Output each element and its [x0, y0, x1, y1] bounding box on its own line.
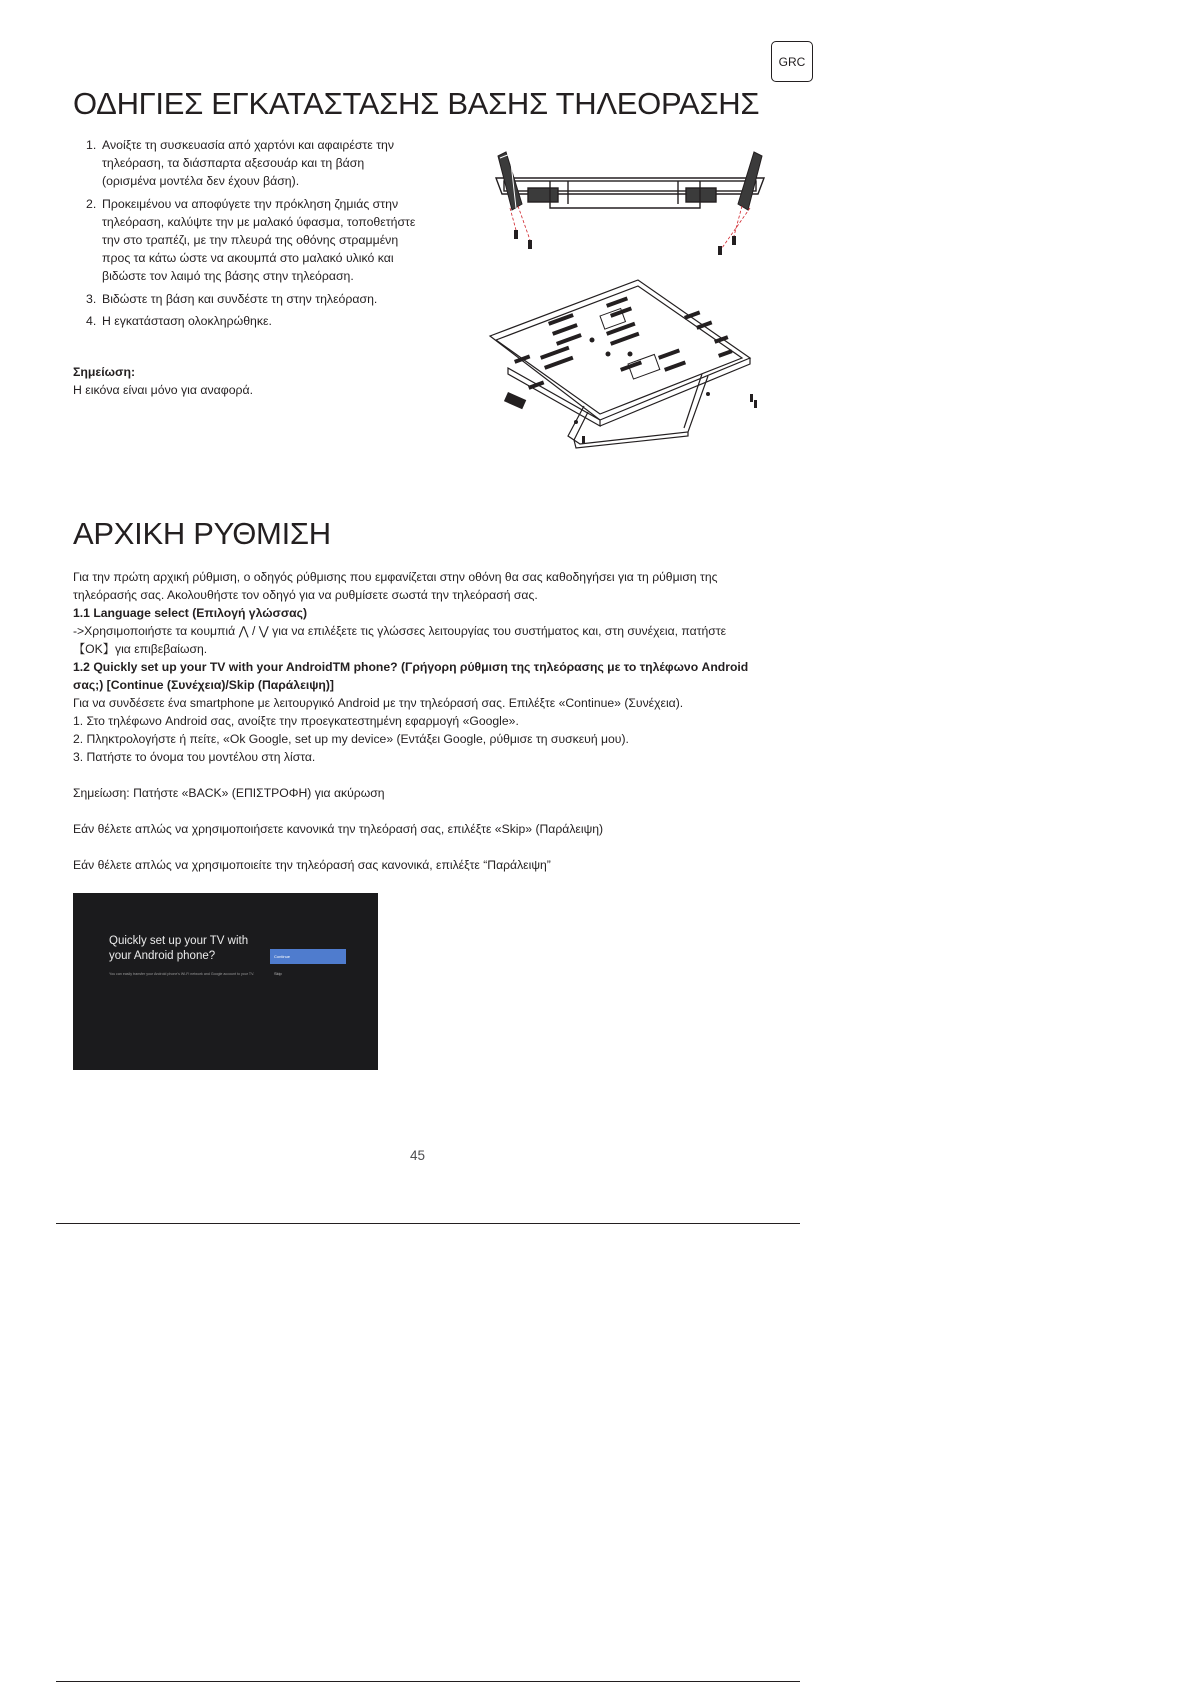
tv-screenshot	[73, 893, 378, 1070]
skip-note-1: Εάν θέλετε απλώς να χρησιμοποιήσετε κανονικά την τηλεόρασή σας, επιλέξτε «Skip» (Παράλειψη)	[73, 822, 604, 836]
tv-screen-subtitle: You can easily transfer your Android phone's Wi-Fi network and Google account to your TV.	[109, 972, 255, 976]
note-title: Σημείωση:	[73, 365, 136, 379]
stand-feet-illustration	[490, 148, 770, 266]
quick-setup-line: Για να συνδέσετε ένα smartphone με λειτουργικό Android με την τηλεόρασή σας. Επιλέξτε «Continue» (Συνέχεια).	[73, 696, 684, 710]
tv-screen-title: Quickly set up your TV with your Android phone?	[109, 935, 249, 962]
step-item: 4. Η εγκατάσταση ολοκληρώθηκε.	[86, 313, 272, 328]
section-title-initial-setup: ΑΡΧΙΚΗ ΡΥΘΜΙΣΗ	[73, 516, 331, 551]
page-number: 45	[410, 1148, 426, 1163]
divider-line	[56, 1223, 800, 1224]
back-note: Σημείωση: Πατήστε «BACK» (ΕΠΙΣΤΡΟΦΗ) για ακύρωση	[73, 786, 385, 800]
tv-back-illustration	[488, 276, 768, 456]
quick-setup-line: 3. Πατήστε το όνομα του μοντέλου στη λίστα.	[73, 750, 316, 764]
language-badge: GRC	[771, 41, 813, 82]
divider-line	[56, 1681, 800, 1682]
up-arrow-icon: ⋀	[238, 624, 249, 638]
step-item: 2. Προκειμένου να αποφύγετε την πρόκληση ζημιάς στην τηλεόραση, καλύψτε την με μαλακό ύφασμα, τοποθετήστε την στο τραπέζι, με την πλευρά της οθόνης στραμμένη προς τα κάτω ώστε να ακουμπά στο μαλακό υλικό και βιδώστε τον λαιμό της βάσης στην τηλεόραση.	[86, 196, 416, 284]
tv-skip-button: Skip	[274, 971, 282, 976]
tv-continue-button: Continue	[270, 949, 346, 964]
installation-steps	[86, 136, 416, 334]
down-arrow-icon: ⋁	[258, 624, 269, 638]
initial-setup-body	[73, 568, 763, 874]
quick-setup-line: 2. Πληκτρολογήστε ή πείτε, «Ok Google, set up my device» (Εντάξει Google, ρύθμισε τη συσκευή μου).	[73, 732, 629, 746]
subheading-language-select: 1.1 Language select (Επιλογή γλώσσας)	[73, 606, 308, 620]
intro-paragraph: Για την πρώτη αρχική ρύθμιση, ο οδηγός ρύθμισης που εμφανίζεται στην οθόνη θα σας καθοδηγήσει για τη ρύθμιση της τηλεόρασής σας. Ακολουθήστε τον οδηγό για να ρυθμίσετε σωστά την τηλεόρασή σας.	[73, 570, 718, 602]
step-item: 3. Βιδώστε τη βάση και συνδέστε τη στην τηλεόραση.	[86, 291, 378, 306]
section-title-stand-installation: ΟΔΗΓΙΕΣ ΕΓΚΑΤΑΣΤΑΣΗΣ ΒΑΣΗΣ ΤΗΛΕΟΡΑΣΗΣ	[73, 86, 760, 121]
language-select-instructions: ->Χρησιμοποιήστε τα κουμπιά ⋀ / ⋁ για να επιλέξετε τις γλώσσες λειτουργίας του συστήματος και, στη συνέχεια, πατήστε 【OK】για επιβεβαίωση.	[73, 624, 727, 656]
ok-key-label: 【OK】	[73, 642, 115, 656]
quick-setup-line: 1. Στο τηλέφωνο Android σας, ανοίξτε την προεγκατεστημένη εφαρμογή «Google».	[73, 714, 519, 728]
skip-note-2: Εάν θέλετε απλώς να χρησιμοποιείτε την τηλεόρασή σας κανονικά, επιλέξτε “Παράλειψη”	[73, 858, 551, 872]
subheading-quick-setup: 1.2 Quickly set up your TV with your AndroidTM phone? (Γρήγορη ρύθμιση της τηλεόρασης με το τηλέφωνο Android σας;) [Continue (Συνέχεια)/Skip (Παράλειψη)]	[73, 660, 749, 692]
step-item: 1. Ανοίξτε τη συσκευασία από χαρτόνι και αφαιρέστε την τηλεόραση, τα διάσπαρτα αξεσουάρ και τη βάση (ορισμένα μοντέλα δεν έχουν βάση).	[86, 138, 395, 189]
note-text: Η εικόνα είναι μόνο για αναφορά.	[73, 383, 254, 397]
